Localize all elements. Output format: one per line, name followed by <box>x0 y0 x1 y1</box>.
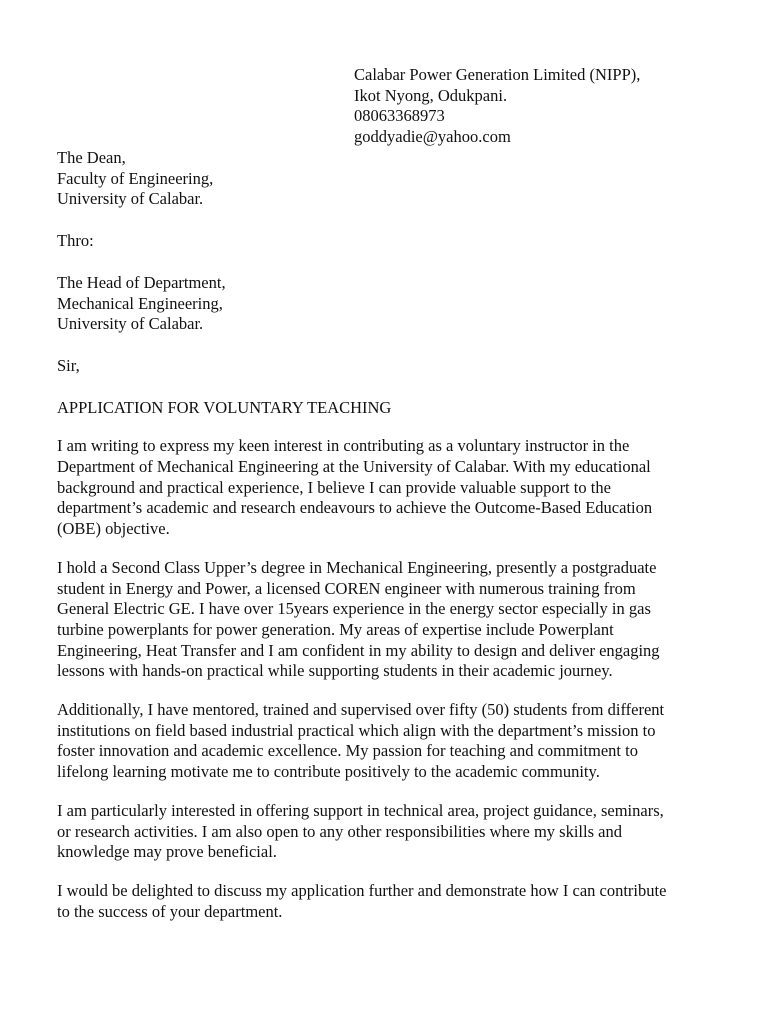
paragraph-line: foster innovation and academic excellence. My passion for teaching and commitment to <box>57 741 638 761</box>
recipient-address-line: The Dean, <box>57 148 126 167</box>
recipient-address-line: Faculty of Engineering, <box>57 168 214 188</box>
body-paragraph <box>57 436 717 540</box>
hod-address <box>57 273 717 335</box>
body-paragraph <box>57 558 717 682</box>
paragraph-line: or research activities. I am also open to any other responsibilities where my skills and <box>57 821 622 841</box>
paragraph-line: General Electric GE. I have over 15years experience in the energy sector especially in gas <box>57 599 651 619</box>
subject-text: APPLICATION FOR VOLUNTARY TEACHING <box>57 397 392 417</box>
sender-address-line: Calabar Power Generation Limited (NIPP), <box>354 65 641 84</box>
paragraph-line: turbine powerplants for power generation. My areas of expertise include Powerplant <box>57 619 614 639</box>
sender-email: goddyadie@yahoo.com <box>354 127 511 147</box>
body-paragraph <box>57 801 717 863</box>
paragraph-line: knowledge may prove beneficial. <box>57 842 277 862</box>
thro-label <box>57 231 717 252</box>
thro-text: Thro: <box>57 231 94 251</box>
salutation-text: Sir, <box>57 355 80 375</box>
letter-subject <box>57 398 717 419</box>
salutation <box>57 356 717 377</box>
body-paragraph <box>57 700 717 783</box>
paragraph-line: department’s academic and research endeavours to achieve the Outcome-Based Education <box>57 498 653 518</box>
paragraph-line: (OBE) objective. <box>57 519 170 539</box>
paragraph-line: lessons with hands-on practical while supporting students in their academic journey. <box>57 661 613 681</box>
recipient-address-line: University of Calabar. <box>57 189 204 209</box>
paragraph-line: Engineering, Heat Transfer and I am confident in my ability to design and deliver engaging <box>57 640 660 660</box>
paragraph-line: to the success of your department. <box>57 901 283 921</box>
hod-address-line: The Head of Department, <box>57 272 226 292</box>
body-paragraph <box>57 881 717 922</box>
paragraph-line: I would be delighted to discuss my application further and demonstrate how I can contribute <box>57 880 667 900</box>
paragraph-line: background and practical experience, I believe I can provide valuable support to the <box>57 477 611 497</box>
paragraph-line: I am particularly interested in offering support in technical area, project guidance, seminars, <box>57 800 664 820</box>
paragraph-line: student in Energy and Power, a licensed COREN engineer with numerous training from <box>57 578 636 598</box>
sender-address <box>354 65 754 148</box>
paragraph-line: I hold a Second Class Upper’s degree in Mechanical Engineering, presently a postgraduate <box>57 557 657 577</box>
hod-address-line: Mechanical Engineering, <box>57 293 223 313</box>
recipient-address <box>57 148 717 210</box>
sender-address-line: Ikot Nyong, Odukpani. <box>354 85 508 105</box>
paragraph-line: institutions on field based industrial practical which align with the department’s mission to <box>57 720 656 740</box>
paragraph-line: I am writing to express my keen interest in contributing as a voluntary instructor in the <box>57 436 630 456</box>
paragraph-line: lifelong learning motivate me to contribute positively to the academic community. <box>57 762 600 782</box>
paragraph-line: Department of Mechanical Engineering at the University of Calabar. With my educational <box>57 457 651 477</box>
sender-phone: 08063368973 <box>354 106 445 126</box>
paragraph-line: Additionally, I have mentored, trained and supervised over fifty (50) students from different <box>57 700 665 720</box>
letter-body <box>57 148 717 940</box>
hod-address-line: University of Calabar. <box>57 314 204 334</box>
